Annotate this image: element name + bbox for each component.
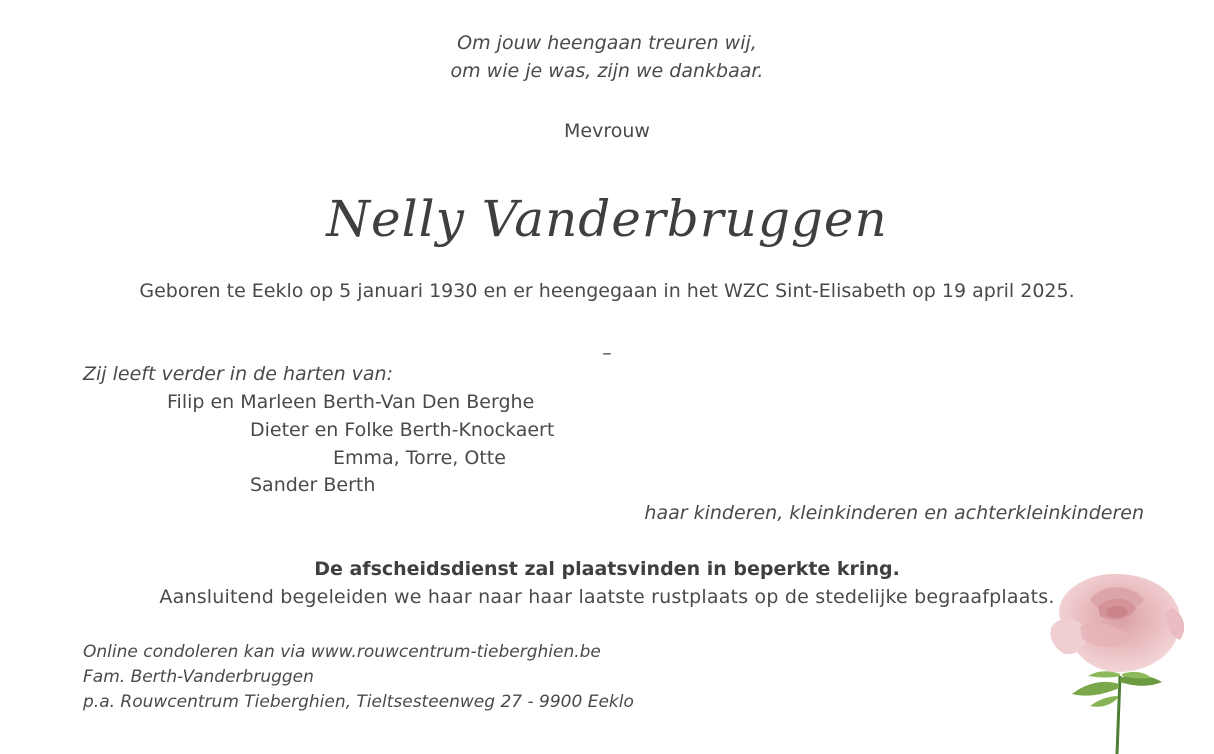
family-member: Filip en Marleen Berth-Van Den Berghe [167, 391, 535, 413]
family-relationship: haar kinderen, kleinkinderen en achterkleinkinderen [644, 502, 1144, 524]
family-member: Dieter en Folke Berth-Knockaert [250, 419, 555, 441]
service-announcement: De afscheidsdienst zal plaatsvinden in beperkte kring. [314, 558, 900, 580]
separator: – [602, 342, 612, 364]
poem-line-2: om wie je was, zijn we dankbaar. [450, 60, 764, 82]
condolences-line: Online condoleren kan via www.rouwcentrum-tieberghien.be [83, 642, 601, 662]
salutation: Mevrouw [564, 120, 650, 142]
service-details: Aansluitend begeleiden we haar naar haar laatste rustplaats op de stedelijke begraafplaats. [159, 586, 1055, 608]
rose-icon [1040, 566, 1190, 754]
family-member: Emma, Torre, Otte [333, 447, 506, 469]
family-contact: Fam. Berth-Vanderbruggen [83, 667, 314, 687]
biography: Geboren te Eeklo op 5 januari 1930 en er heengegaan in het WZC Sint-Elisabeth op 19 april 2025. [139, 280, 1075, 302]
poem-line-1: Om jouw heengaan treuren wij, [457, 32, 757, 54]
family-intro: Zij leeft verder in de harten van: [83, 363, 393, 385]
deceased-name: Nelly Vanderbruggen [326, 190, 888, 248]
address: p.a. Rouwcentrum Tieberghien, Tieltsesteenweg 27 - 9900 Eeklo [83, 692, 634, 712]
family-member: Sander Berth [250, 474, 376, 496]
